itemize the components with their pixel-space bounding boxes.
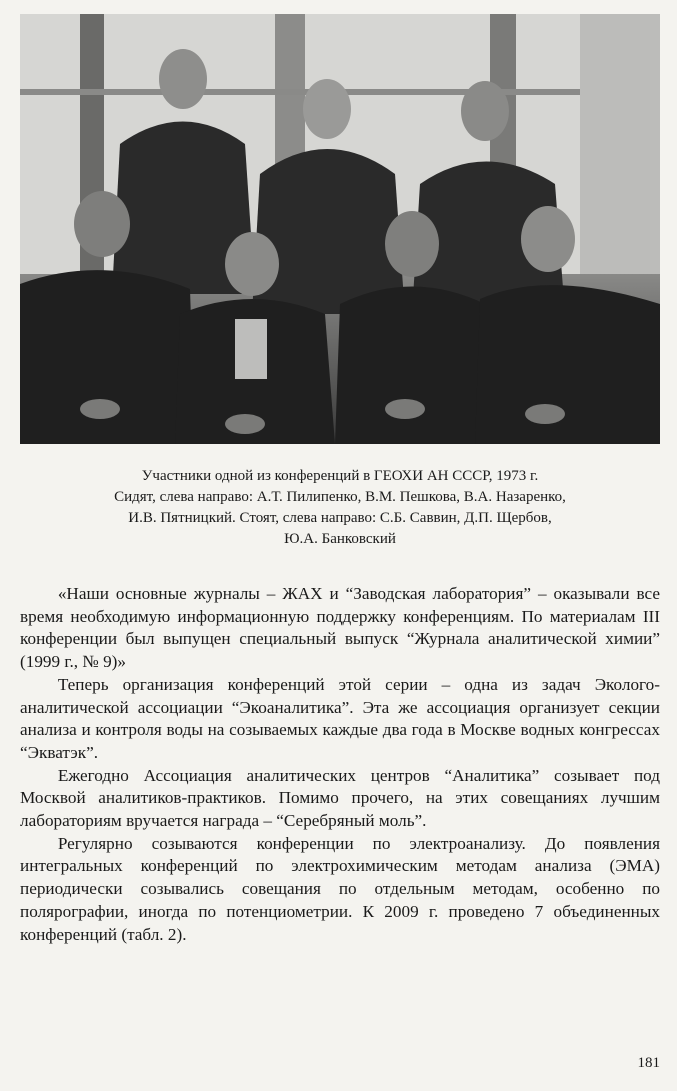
page-number: 181 [637, 1055, 660, 1071]
body-text [20, 583, 660, 946]
paragraph: «Наши основные журналы – ЖАХ и “Заводская лаборатория” – оказывали все время необходимую информационную поддержку конференциям. По материалам III конференции был выпущен специальный выпуск “Журнала аналитической химии” (1999 г., № 9)» [20, 584, 660, 672]
caption-line: Сидят, слева направо: А.Т. Пилипенко, В.М. Пешкова, В.А. Назаренко, [114, 489, 566, 505]
caption-line: Ю.А. Банковский [284, 531, 396, 547]
paragraph: Ежегодно Ассоциация аналитических центров “Аналитика” созывает под Москвой аналитиков-практиков. Помимо прочего, на этих совещаниях лучшим лабораториям вручается награда – “Серебряный моль”. [20, 765, 660, 831]
paragraph: Регулярно созываются конференции по электроанализу. До появления интегральных конференций по электрохимическим методам анализа (ЭМА) периодически созывались совещания по отдельным методам, особенно по полярографии, иногда по потенциометрии. К 2009 г. проведено 7 объединенных конференций (табл. 2). [20, 833, 660, 944]
paragraph: Теперь организация конференций этой серии – одна из задач Эколого-аналитической ассоциации “Экоаналитика”. Эта же ассоциация организует секции анализа и контроля воды на созываемых каждые два года в Москве водных конгрессах “Экватэк”. [20, 674, 660, 762]
group-photo-illustration [20, 14, 660, 444]
group-photo [20, 14, 660, 444]
photo-caption [40, 466, 640, 550]
caption-line: Участники одной из конференций в ГЕОХИ АН СССР, 1973 г. [141, 468, 539, 484]
caption-line: И.В. Пятницкий. Стоят, слева направо: С.Б. Саввин, Д.П. Щербов, [128, 510, 552, 526]
